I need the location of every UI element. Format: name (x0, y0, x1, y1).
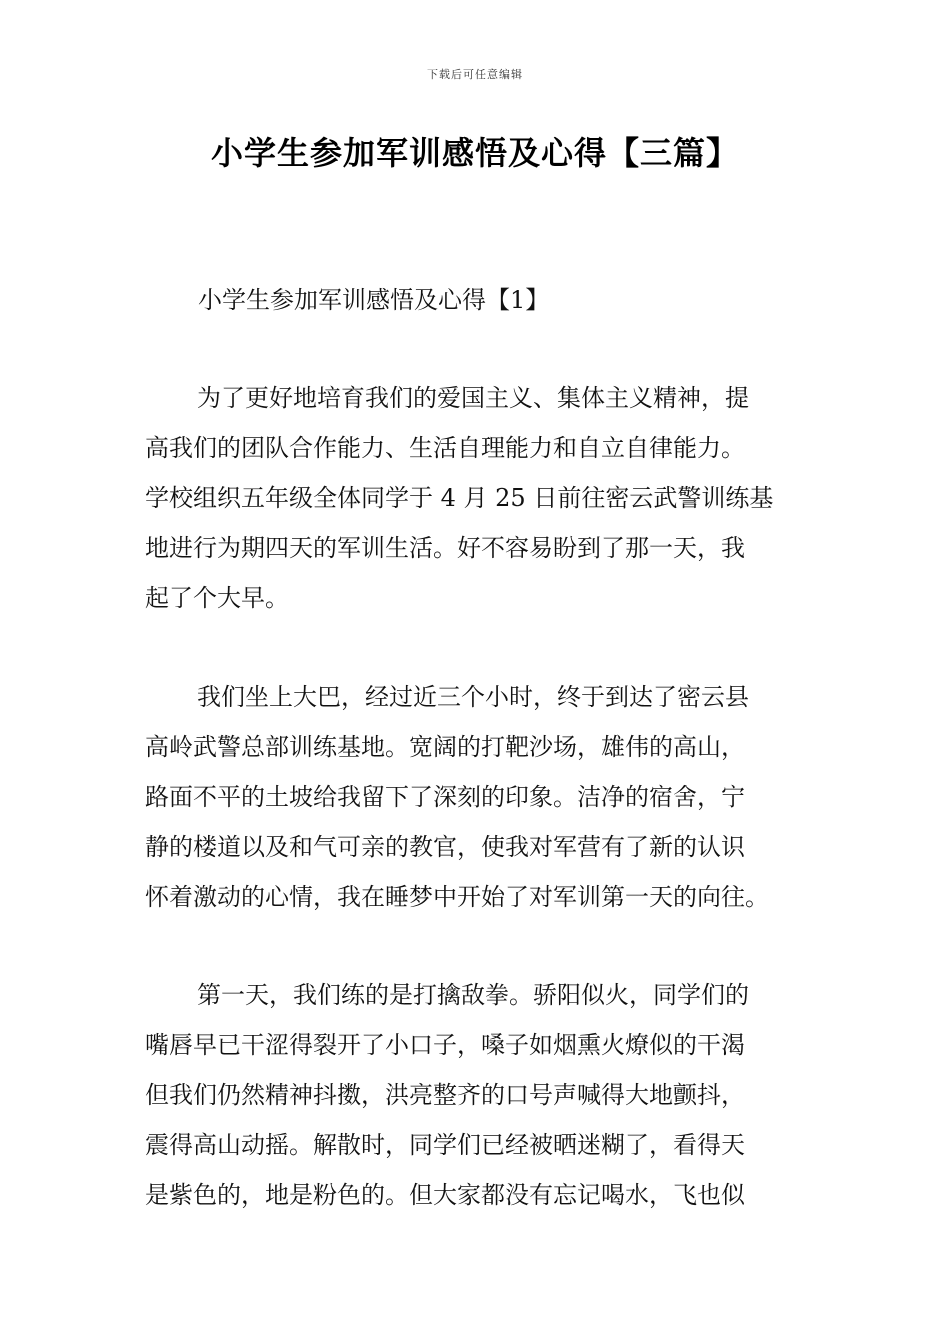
text-line: 为了更好地培育我们的爱国主义、集体主义精神，提 (197, 384, 749, 412)
paragraph-2 (145, 672, 807, 922)
text-line: 我们坐上大巴，经过近三个小时，终于到达了密云县 (197, 683, 749, 711)
text-line: 震得高山动摇。解散时，同学们已经被晒迷糊了，看得天 (145, 1131, 745, 1159)
document-title: 小学生参加军训感悟及心得【三篇】 (210, 134, 739, 172)
text-line: 第一天，我们练的是打擒敌拳。骄阳似火，同学们的 (197, 981, 749, 1009)
text-line: 学校组织五年级全体同学于 4 月 25 日前往密云武警训练基 (145, 484, 774, 512)
text-line: 但我们仍然精神抖擞，洪亮整齐的口号声喊得大地颤抖， (145, 1081, 745, 1109)
text-line: 嘴唇早已干涩得裂开了小口子，嗓子如烟熏火燎似的干渴 (145, 1031, 745, 1059)
text-line: 起了个大早。 (145, 584, 289, 612)
text-line: 地进行为期四天的军训生活。好不容易盼到了那一天，我 (145, 534, 745, 562)
text-line: 高我们的团队合作能力、生活自理能力和自立自律能力。 (145, 434, 745, 462)
section-heading: 小学生参加军训感悟及心得【1】 (198, 286, 550, 314)
text-line: 路面不平的土坡给我留下了深刻的印象。洁净的宿舍，宁 (145, 783, 745, 811)
text-line: 高岭武警总部训练基地。宽阔的打靶沙场，雄伟的高山， (145, 733, 745, 761)
text-line: 静的楼道以及和气可亲的教官，使我对军营有了新的认识 (145, 833, 745, 861)
paragraph-3 (145, 970, 807, 1220)
paragraph-1 (145, 373, 807, 623)
text-line: 怀着激动的心情，我在睡梦中开始了对军训第一天的向往。 (145, 883, 769, 911)
text-line: 是紫色的，地是粉色的。但大家都没有忘记喝水，飞也似 (145, 1181, 745, 1209)
header-note: 下载后可任意编辑 (427, 68, 523, 81)
